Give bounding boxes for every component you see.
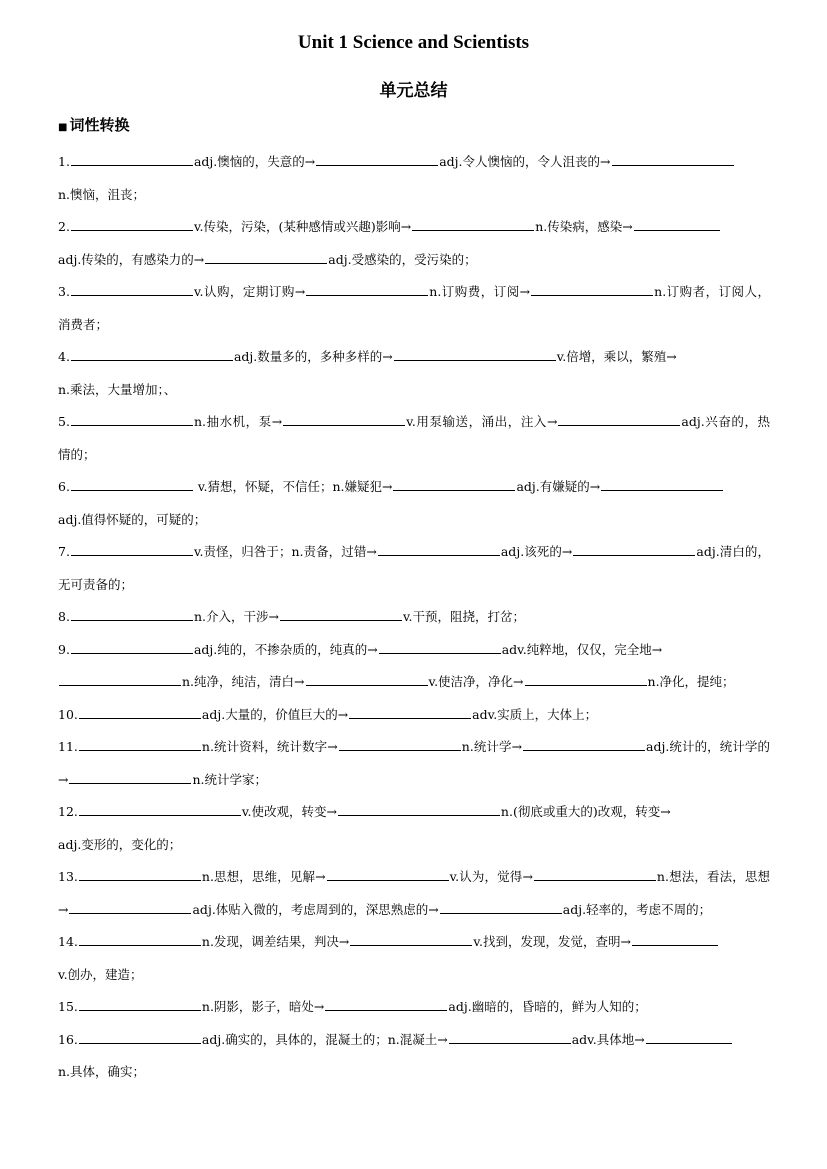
answer-blank[interactable]	[412, 217, 534, 231]
exercise-item-13: 13. n.思想，思维，见解→ v.认为，觉得→ n.想法，看法，思想→ adj.体贴入微的，考虑周到的，深思熟虑的→ adj.轻率的，考虑不周的；	[58, 869, 771, 917]
answer-blank[interactable]	[523, 737, 645, 751]
answer-blank[interactable]	[612, 152, 734, 166]
answer-blank[interactable]	[71, 347, 233, 361]
answer-blank[interactable]	[71, 217, 193, 231]
answer-blank[interactable]	[440, 900, 562, 914]
exercise-item-16: 16. adj.确实的，具体的，混凝土的；n.混凝土→ adv.具体地→ n.具体，确实；	[58, 1024, 770, 1089]
exercise-item-7: 7. v.责怪，归咎于；n.责备，过错→ adj.该死的→ adj.清白的，无可责备的；	[58, 544, 770, 592]
exercise-item-4: 4. adj.数量多的，多种多样的→ v.倍增，乘以，繁殖→ n.乘法，大量增加；、	[58, 349, 677, 397]
exercise-item-6: 6. v.猜想，怀疑，不信任；n.嫌疑犯→ adj.有嫌疑的→ adj.值得怀疑的，可疑的；	[58, 471, 770, 536]
answer-blank[interactable]	[71, 640, 193, 654]
answer-blank[interactable]	[634, 217, 720, 231]
answer-blank[interactable]	[316, 152, 438, 166]
answer-blank[interactable]	[379, 640, 501, 654]
answer-blank[interactable]	[69, 770, 191, 784]
answer-blank[interactable]	[71, 477, 193, 491]
answer-blank[interactable]	[350, 932, 472, 946]
answer-blank[interactable]	[79, 997, 201, 1011]
answer-blank[interactable]	[71, 607, 193, 621]
answer-blank[interactable]	[601, 477, 723, 491]
answer-blank[interactable]	[632, 932, 718, 946]
answer-blank[interactable]	[378, 542, 500, 556]
answer-blank[interactable]	[79, 705, 201, 719]
answer-blank[interactable]	[79, 932, 201, 946]
exercise-list	[58, 146, 770, 1089]
answer-blank[interactable]	[534, 867, 656, 881]
answer-blank[interactable]	[205, 250, 327, 264]
exercise-item-8: 8. n.介入，干涉→ v.干预，阻挠，打岔；	[58, 609, 525, 624]
exercise-item-1: 1. adj.懊恼的，失意的→ adj.令人懊恼的，令人沮丧的→ n.懊恼，沮丧；	[58, 146, 770, 211]
answer-blank[interactable]	[306, 282, 428, 296]
exercise-item-10: 10. adj.大量的，价值巨大的→ adv.实质上，大体上；	[58, 706, 598, 722]
exercise-item-9: 9. adj.纯的，不掺杂质的，纯真的→ adv.纯粹地，仅仅，完全地→ n.纯净，纯洁，清白→ v.使洁净，净化→ n.净化，提纯；	[58, 641, 735, 689]
answer-blank[interactable]	[71, 282, 193, 296]
answer-blank[interactable]	[71, 412, 193, 426]
exercise-item-11: 11. n.统计资料，统计数字→ n.统计学→ adj.统计的，统计学的→ n.统计学家；	[58, 739, 771, 787]
answer-blank[interactable]	[327, 867, 449, 881]
exercise-item-12: 12. v.使改观，转变→ n.(彻底或重大的)改观，转变→ adj.变形的，变化的；	[58, 804, 671, 852]
page-title: Unit 1 Science and Scientists	[297, 32, 530, 53]
answer-blank[interactable]	[338, 802, 500, 816]
square-bullet-icon: ■	[58, 122, 68, 133]
section-heading-text: 词性转换	[69, 116, 130, 134]
answer-blank[interactable]	[525, 672, 647, 686]
answer-blank[interactable]	[69, 900, 191, 914]
answer-blank[interactable]	[79, 867, 201, 881]
answer-blank[interactable]	[306, 672, 428, 686]
answer-blank[interactable]	[79, 802, 241, 816]
answer-blank[interactable]	[59, 672, 181, 686]
answer-blank[interactable]	[394, 347, 556, 361]
exercise-item-2: 2. v.传染，污染，(某种感情或兴趣)影响→ n.传染病，感染→ adj.传染的，有感染力的→ adj.受感染的，受污染的；	[58, 211, 770, 276]
exercise-item-14: 14. n.发现，调差结果，判决→ v.找到，发现，发觉，查明→ v.创办，建造；	[58, 926, 770, 991]
answer-blank[interactable]	[79, 1030, 201, 1044]
answer-blank[interactable]	[339, 737, 461, 751]
answer-blank[interactable]	[71, 152, 193, 166]
answer-blank[interactable]	[558, 412, 680, 426]
answer-blank[interactable]	[349, 705, 471, 719]
exercise-item-5: 5. n.抽水机，泵→ v.用泵输送，涌出，注入→ adj.兴奋的，热情的；	[58, 414, 771, 462]
page-subtitle: 单元总结	[379, 81, 448, 101]
answer-blank[interactable]	[531, 282, 653, 296]
exercise-item-15: 15. n.阴影，影子，暗处→ adj.幽暗的，昏暗的，鲜为人知的；	[58, 999, 647, 1014]
answer-blank[interactable]	[325, 997, 447, 1011]
answer-blank[interactable]	[79, 737, 201, 751]
answer-blank[interactable]	[573, 542, 695, 556]
answer-blank[interactable]	[71, 542, 193, 556]
section-heading	[58, 114, 129, 135]
answer-blank[interactable]	[283, 412, 405, 426]
answer-blank[interactable]	[393, 477, 515, 491]
answer-blank[interactable]	[280, 607, 402, 621]
answer-blank[interactable]	[449, 1030, 571, 1044]
answer-blank[interactable]	[646, 1030, 732, 1044]
exercise-item-3: 3. v.认购，定期订购→ n.订购费，订阅→ n.订购者，订阅人，消费者；	[58, 284, 771, 332]
